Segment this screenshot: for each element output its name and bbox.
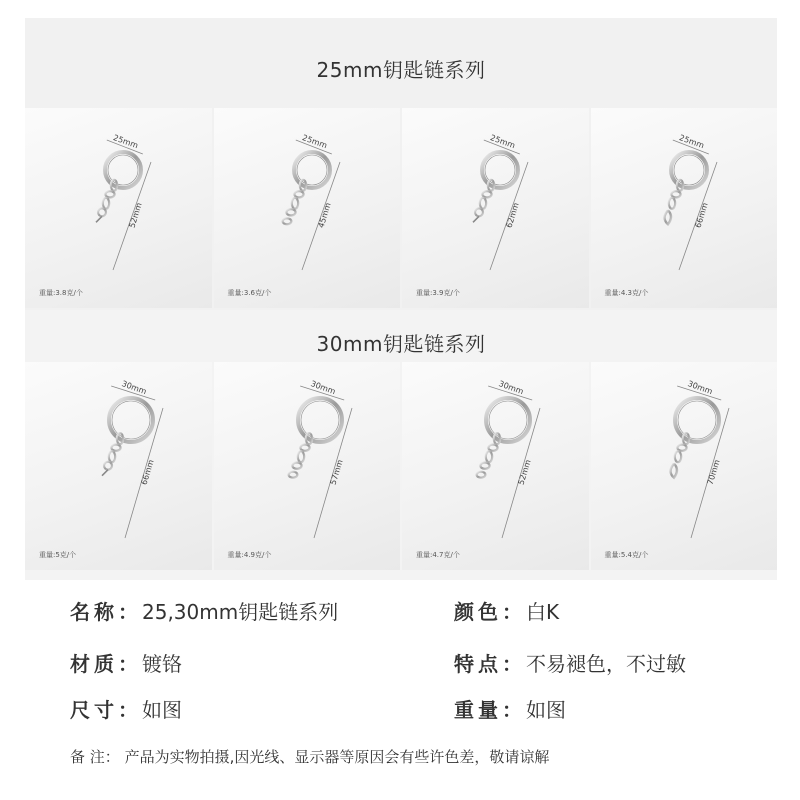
length-label: 70mm (705, 458, 722, 486)
product-card (402, 108, 589, 308)
split-ring (486, 398, 530, 442)
chain-link (103, 198, 109, 209)
product-card (25, 362, 212, 570)
spec-size-label: 尺寸： (70, 698, 142, 722)
series-25mm-panel (25, 18, 777, 310)
chain-link (286, 209, 295, 215)
chain-link (291, 198, 297, 209)
product-card (25, 108, 212, 308)
ring-size-label: 30mm (685, 379, 714, 397)
keychain-photo (591, 362, 777, 570)
spec-size (70, 694, 182, 723)
split-ring (298, 398, 342, 442)
chain-link (482, 191, 491, 197)
spec-color-label: 颜色： (454, 600, 526, 624)
length-label: 57mm (328, 458, 345, 486)
chain-link (105, 191, 114, 197)
series-30mm-title: 30mm钥匙链系列 (316, 332, 486, 356)
length-label: 66mm (693, 201, 710, 229)
disclaimer-note (70, 746, 549, 767)
chain-link (288, 472, 297, 478)
spec-feature-label: 特点： (454, 652, 526, 676)
chain-link (486, 451, 492, 462)
ring-size-label: 30mm (308, 379, 337, 397)
chain-link (300, 445, 309, 451)
series-25mm-row (25, 108, 777, 308)
spec-feature (454, 648, 686, 677)
series-30mm-row (25, 362, 777, 570)
spec-name (70, 596, 338, 625)
chain-link (671, 191, 680, 197)
chain-link (480, 463, 489, 469)
chain-link (677, 445, 686, 451)
spec-material-value: 镀铬 (142, 652, 182, 676)
series-30mm-panel (25, 310, 777, 580)
split-ring (109, 398, 153, 442)
weight-label: 重量:4.3克/个 (604, 289, 649, 297)
spec-color-value: 白K (526, 600, 560, 624)
chain-link (111, 445, 120, 451)
keychain-photo (591, 108, 777, 308)
keychain-photo (25, 362, 211, 570)
ring-size-label: 30mm (497, 379, 525, 397)
product-card (214, 362, 401, 570)
weight-label: 重量:4.7克/个 (416, 551, 460, 559)
keychain-photo (402, 362, 588, 570)
spec-name-label: 名称： (70, 600, 142, 624)
chain-link (297, 451, 303, 462)
split-ring (675, 398, 719, 442)
chain-link (294, 191, 303, 197)
chain-link (674, 451, 680, 462)
note-label: 备 注： (70, 748, 120, 766)
length-label: 52mm (127, 201, 144, 229)
product-card (591, 362, 778, 570)
weight-label: 重量:5.4克/个 (604, 551, 649, 559)
chain-link (292, 463, 301, 469)
keychain-photo (214, 362, 400, 570)
weight-label: 重量:3.8克/个 (39, 289, 83, 297)
spec-material-label: 材质： (70, 652, 142, 676)
spec-material (70, 648, 182, 677)
series-25mm-title: 25mm钥匙链系列 (316, 58, 486, 82)
chain-link (477, 472, 486, 478)
chain-link (282, 218, 291, 224)
chain-link (480, 198, 486, 209)
chain-link (109, 451, 115, 462)
keychain-photo (402, 108, 588, 308)
spec-color (454, 596, 559, 625)
keychain-photo (25, 108, 211, 308)
ring-size-label: 25mm (112, 133, 140, 151)
spec-feature-value: 不易褪色，不过敏 (526, 652, 686, 676)
length-label: 66mm (139, 458, 156, 486)
keychain-photo (214, 108, 400, 308)
note-text: 产品为实物拍摄,因光线、显示器等原因会有些许色差，敬请谅解 (124, 748, 550, 766)
spec-weight-value: 如图 (526, 698, 566, 722)
chain-link (668, 198, 674, 209)
chain-link (488, 445, 497, 451)
weight-label: 重量:4.9克/个 (227, 551, 272, 559)
ring-size-label: 30mm (120, 379, 148, 397)
product-card (402, 362, 589, 570)
ring-size-label: 25mm (677, 133, 705, 151)
spec-name-value: 25,30mm钥匙链系列 (142, 600, 339, 624)
weight-label: 重量:3.9克/个 (416, 289, 460, 297)
spec-weight (454, 694, 566, 723)
eye-pin (475, 208, 483, 216)
product-card (214, 108, 401, 308)
weight-label: 重量:3.6克/个 (227, 289, 272, 297)
eye-pin (98, 208, 106, 216)
length-label: 45mm (316, 201, 333, 229)
product-card (591, 108, 778, 308)
ring-size-label: 25mm (489, 133, 517, 151)
weight-label: 重量:5克/个 (39, 551, 77, 559)
lobster-clasp (664, 210, 671, 224)
spec-size-value: 如图 (142, 698, 182, 722)
eye-pin (104, 462, 112, 470)
length-label: 52mm (516, 458, 533, 486)
length-label: 62mm (504, 201, 521, 229)
spec-weight-label: 重量： (454, 698, 526, 722)
ring-size-label: 25mm (300, 133, 328, 151)
lobster-clasp (670, 464, 677, 478)
